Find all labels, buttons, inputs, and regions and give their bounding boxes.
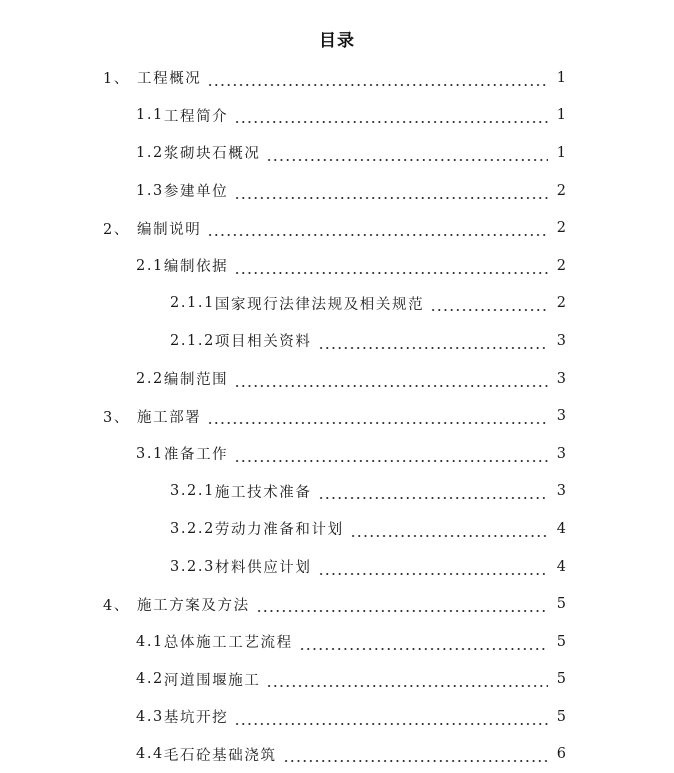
toc-entry[interactable] [0,172,674,210]
toc-entry[interactable] [0,360,674,398]
toc-entry-number: 1.2 [136,144,164,161]
toc-entry-number: 3.2.2 [170,520,215,537]
toc-entry-label: 编制依据 [163,259,229,276]
toc-entry-number: 3.2.3 [170,558,215,575]
toc-entry-label: 河道围堰施工 [163,672,261,689]
toc-entry-page: 4 [556,520,566,537]
toc-entry-label: 劳动力准备和计划 [214,522,344,539]
toc-entry-number: 2.1.2 [170,332,215,349]
toc-entry[interactable] [0,322,674,360]
dot-leader [266,149,548,163]
toc-entry-page: 1 [556,69,566,86]
dot-leader [234,111,548,125]
toc-entry-label: 工程概况 [137,71,202,88]
toc-entry[interactable] [0,698,674,736]
toc-entry-number: 4、 [103,597,130,614]
toc-entry-number: 2.1 [136,257,164,274]
toc-entry-label: 施工方案及方法 [137,597,250,614]
dot-leader [234,375,548,389]
toc-list [0,59,674,773]
toc-entry-page: 3 [556,483,566,500]
toc-entry-page: 2 [556,257,566,274]
toc-entry-number: 3、 [103,409,130,426]
toc-entry-page: 4 [556,558,566,575]
toc-entry-number: 4.1 [136,633,164,650]
dot-leader [266,675,548,689]
toc-entry-page: 2 [556,220,566,237]
dot-leader [234,262,548,276]
toc-entry-number: 4.3 [136,708,164,725]
toc-entry[interactable] [0,97,674,135]
dot-leader [234,713,548,727]
toc-entry[interactable] [0,134,674,172]
toc-entry[interactable] [0,435,674,473]
toc-entry-page: 6 [556,746,566,763]
toc-entry-page: 5 [556,596,566,613]
toc-entry-label: 准备工作 [163,447,229,464]
toc-entry[interactable] [0,736,674,773]
toc-entry-page: 2 [556,182,566,199]
toc-entry-label: 材料供应计划 [214,560,312,577]
toc-entry-label: 毛石砼基础浇筑 [163,747,277,764]
toc-entry-page: 5 [556,633,566,650]
toc-entry-label: 施工部署 [137,409,202,426]
toc-entry-number: 2.2 [136,370,164,387]
toc-entry-number: 1、 [103,71,130,88]
toc-entry-page: 3 [556,408,566,425]
toc-entry-page: 5 [556,708,566,725]
dot-leader [256,600,548,614]
toc-entry-page: 3 [556,445,566,462]
toc-entry-page: 1 [556,144,566,161]
toc-entry-number: 1.1 [136,107,164,124]
toc-entry-label: 施工技术准备 [214,484,312,501]
toc-entry-page: 1 [556,107,566,124]
toc-entry[interactable] [0,285,674,323]
toc-entry-page: 2 [556,295,566,312]
toc-entry-number: 2、 [103,221,130,238]
dot-leader [234,187,548,201]
dot-leader [283,750,548,764]
toc-entry[interactable] [0,548,674,586]
toc-entry-number: 3.1 [136,445,164,462]
toc-entry-label: 国家现行法律法规及相关规范 [214,296,425,313]
toc-entry-number: 3.2.1 [170,483,215,500]
dot-leader [430,299,548,313]
toc-title: 目录 [319,31,355,51]
toc-entry-page: 5 [556,671,566,688]
dot-leader [207,412,548,426]
toc-entry-label: 参建单位 [163,184,229,201]
toc-entry-label: 浆砌块石概况 [163,146,261,163]
dot-leader [299,638,548,652]
toc-entry-page: 3 [556,370,566,387]
dot-leader [350,525,548,539]
toc-entry-number: 4.4 [136,746,164,763]
toc-entry-label: 工程简介 [163,108,229,125]
dot-leader [318,563,548,577]
dot-leader [234,450,548,464]
toc-entry[interactable] [0,59,674,97]
toc-entry-page: 3 [556,332,566,349]
toc-entry-number: 4.2 [136,671,164,688]
toc-entry-label: 编制范围 [163,372,229,389]
dot-leader [318,337,548,351]
toc-entry[interactable] [0,661,674,699]
dot-leader [207,74,548,88]
toc-entry-number: 2.1.1 [170,295,215,312]
dot-leader [207,224,548,238]
toc-entry[interactable] [0,397,674,435]
toc-entry[interactable] [0,473,674,511]
toc-entry[interactable] [0,209,674,247]
toc-entry-number: 1.3 [136,182,164,199]
toc-entry[interactable] [0,510,674,548]
dot-leader [318,487,548,501]
toc-entry-label: 基坑开挖 [163,710,229,727]
toc-entry-label: 项目相关资料 [214,334,312,351]
toc-entry-label: 编制说明 [137,221,202,238]
toc-entry[interactable] [0,247,674,285]
toc-entry-label: 总体施工工艺流程 [163,635,293,652]
toc-entry[interactable] [0,623,674,661]
toc-entry[interactable] [0,585,674,623]
